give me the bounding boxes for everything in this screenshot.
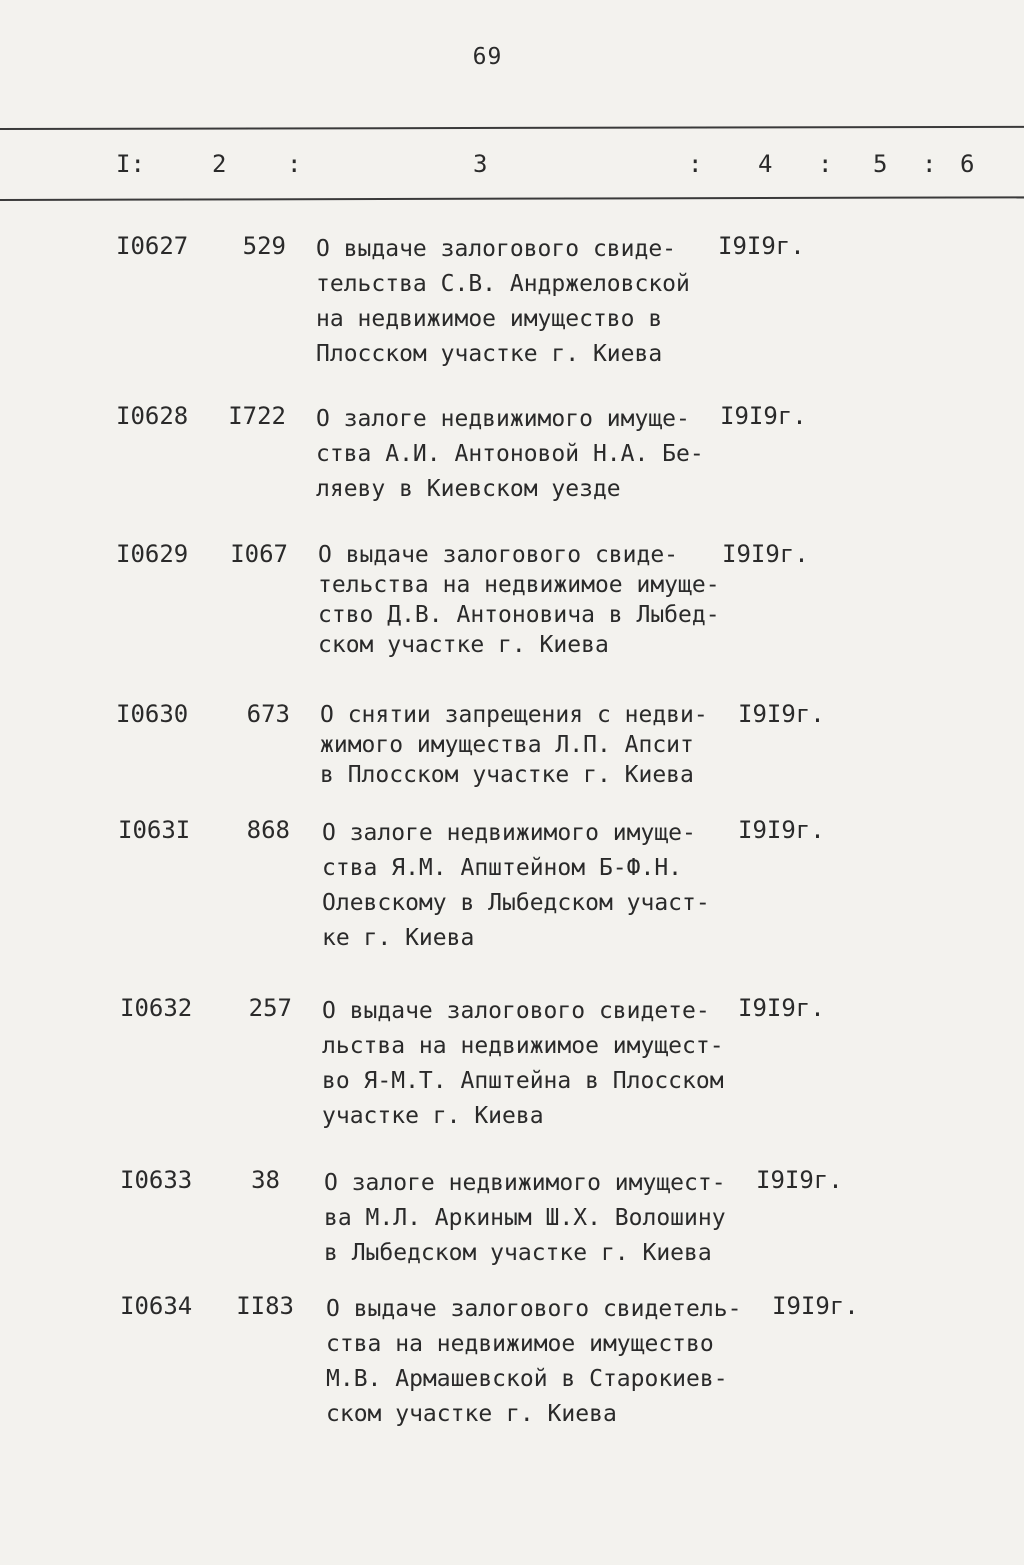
record-year: I9I9г. [738,816,825,844]
record-year: I9I9г. [772,1292,859,1320]
description-line: на недвижимое имущество в [316,306,663,332]
description-line: М.В. Армашевской в Старокиев- [326,1366,728,1392]
record-description [324,1166,726,1271]
description-line: О снятии запрещения с недви- [320,702,708,728]
header-col-4: 4 [758,150,773,178]
description-line: О залоге недвижимого имуще- [316,406,690,432]
record-year: I9I9г. [722,540,809,568]
record-id: I0633 [120,1166,193,1194]
record-description [326,1292,741,1432]
description-line: ства Я.М. Апштейном Б-Ф.Н. [322,855,683,881]
description-line: О выдаче залогового свиде- [316,236,677,262]
record-number: II83 [236,1292,294,1320]
record-year: I9I9г. [718,232,805,260]
record-description [316,232,690,372]
description-line: льства на недвижимое имущест- [322,1033,724,1059]
description-line: О выдаче залогового свиде- [318,542,679,568]
header-col-3: 3 [473,150,488,178]
description-line: ском участке г. Киева [318,632,609,658]
record-number: 257 [248,994,292,1022]
record-id: I0632 [120,994,193,1022]
record-description [322,994,724,1134]
record-id: I0627 [116,232,189,260]
description-line: О выдаче залогового свидетель- [326,1296,742,1322]
description-line: О залоге недвижимого имуще- [322,820,696,846]
header-separator: : [287,150,302,178]
description-line: ства А.И. Антоновой Н.А. Бе- [316,441,704,467]
record-id: I0634 [120,1292,193,1320]
header-separator: : [818,150,833,178]
record-number: 529 [242,232,286,260]
description-line: О выдаче залогового свидете- [322,998,710,1024]
record-id: I063I [118,816,191,844]
description-line: жимого имущества Л.П. Апсит [320,732,694,758]
record-number: I067 [230,540,288,568]
header-col-5: 5 [873,150,888,178]
description-line: ва М.Л. Аркиным Ш.Х. Волошину [324,1205,726,1231]
page-number: 69 [472,44,503,70]
header-separator: : [922,150,937,178]
record-description [318,540,720,660]
record-number: I722 [228,402,286,430]
record-id: I0628 [116,402,189,430]
description-line: ство Д.В. Антоновича в Лыбед- [318,602,720,628]
description-line: ства на недвижимое имущество [326,1331,714,1357]
record-description [316,402,704,507]
record-year: I9I9г. [756,1166,843,1194]
record-description [322,816,710,956]
description-line: участке г. Киева [322,1103,544,1129]
table-top-rule [0,126,1024,130]
header-col-2: 2 [212,150,227,178]
description-line: в Плосском участке г. Киева [320,762,694,788]
record-number: 38 [251,1166,280,1194]
record-id: I0629 [116,540,189,568]
record-number: 868 [246,816,290,844]
header-col-1: I: [116,150,145,178]
record-description [320,700,708,790]
description-line: в Лыбедском участке г. Киева [324,1240,712,1266]
record-id: I0630 [116,700,189,728]
description-line: ском участке г. Киева [326,1401,617,1427]
record-year: I9I9г. [720,402,807,430]
table-header-rule [0,196,1024,201]
record-year: I9I9г. [738,994,825,1022]
description-line: О залоге недвижимого имущест- [324,1170,726,1196]
header-separator: : [688,150,703,178]
description-line: ке г. Киева [322,925,475,951]
record-year: I9I9г. [738,700,825,728]
description-line: Олевскому в Лыбедском участ- [322,890,710,916]
description-line: тельства на недвижимое имуще- [318,572,720,598]
description-line: во Я-М.Т. Апштейна в Плосском [322,1068,724,1094]
description-line: тельства С.В. Андржеловской [316,271,690,297]
description-line: Плосском участке г. Киева [316,341,663,367]
header-col-6: 6 [960,150,975,178]
record-number: 673 [246,700,290,728]
description-line: ляеву в Киевском уезде [316,476,621,502]
